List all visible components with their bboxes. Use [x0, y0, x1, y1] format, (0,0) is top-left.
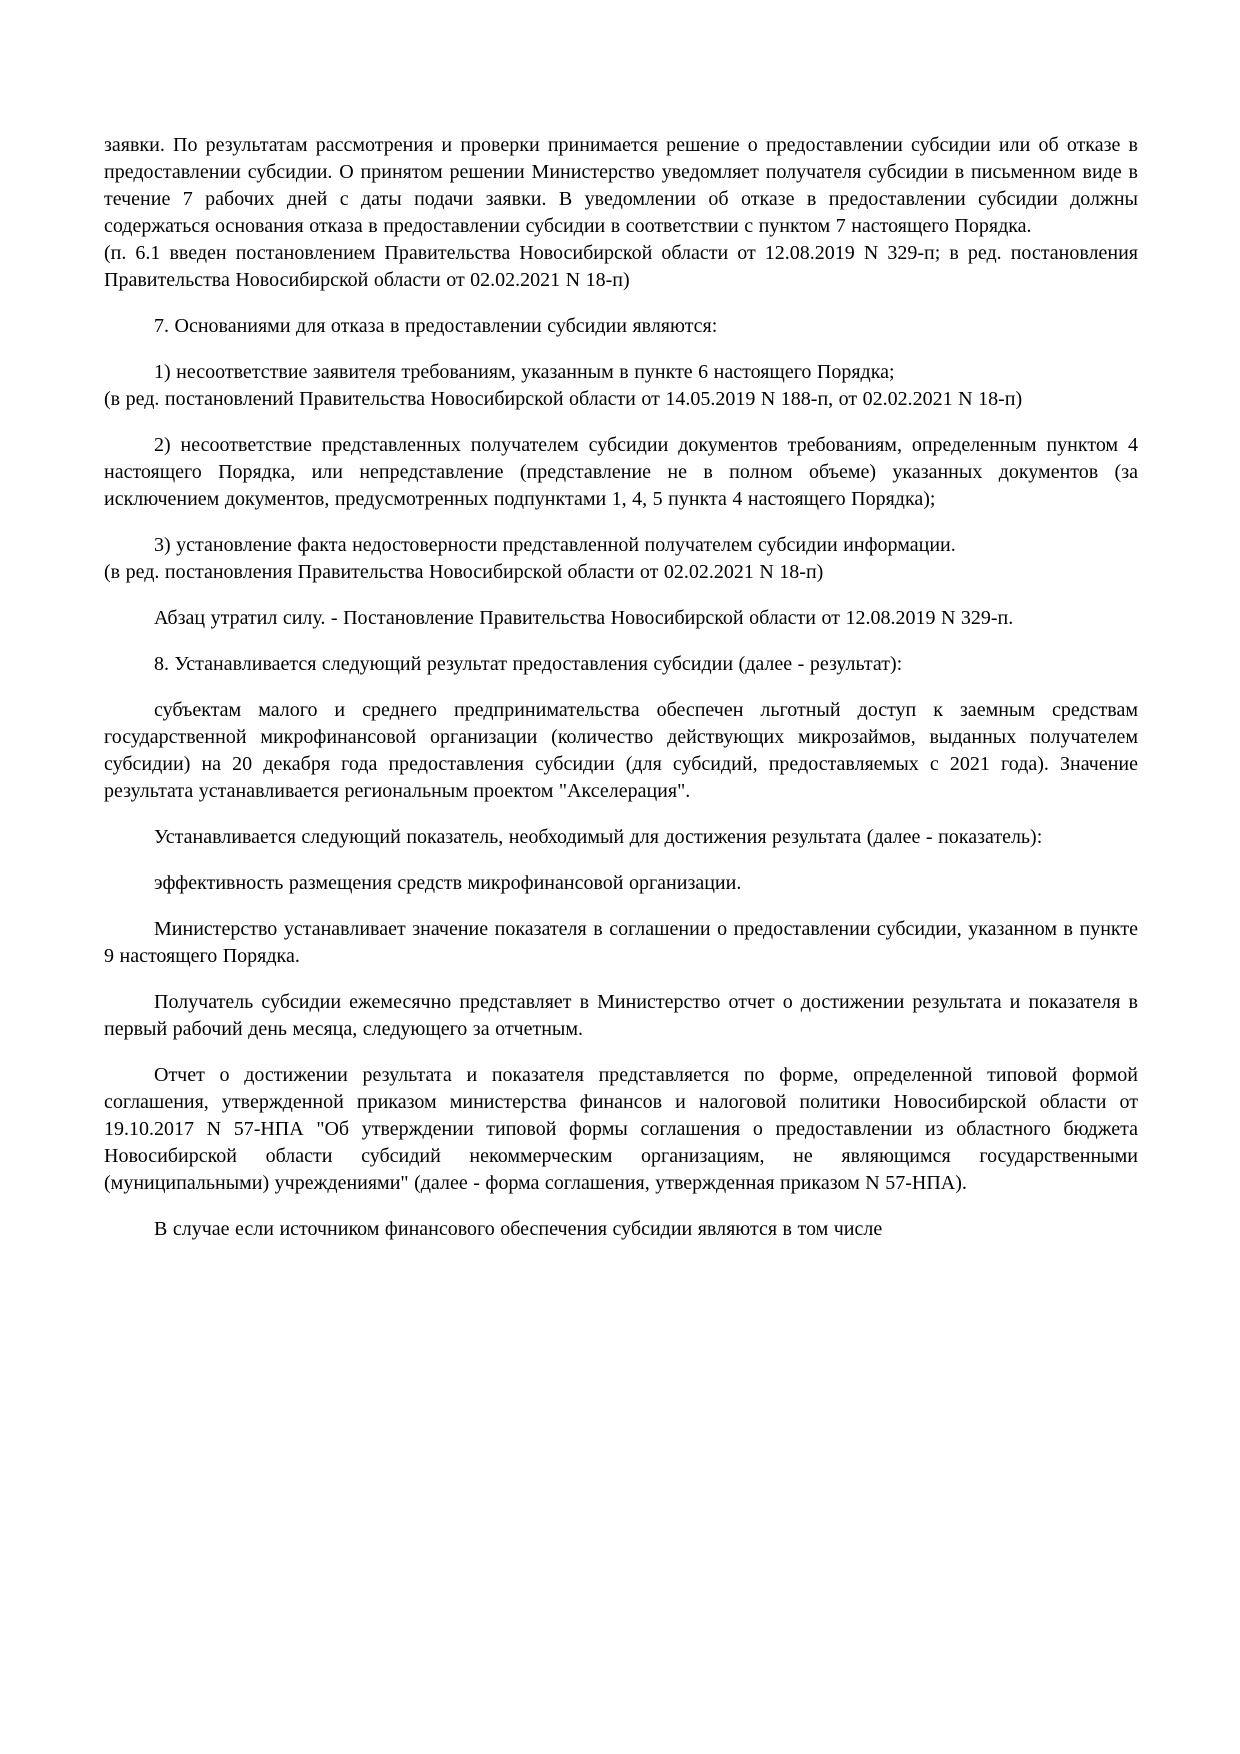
paragraph-funding-source: В случае если источником финансового обеспечения субсидии являются в том числе [154, 1218, 883, 1240]
amendment-note-item-1: (в ред. постановлений Правительства Новосибирской области от 14.05.2019 N 188-п, от 02.02.2021 N 18-п) [104, 388, 1023, 410]
paragraph-result-description: субъектам малого и среднего предпринимательства обеспечен льготный доступ к заемным средствам государственной микрофинансовой организации (количество действующих микрозаймов, выданных получателем субсидии) на 20 декабря года предоставления субсидии (для субсидий, предоставляемых с 2021 года). Значение результата устанавливается региональным проектом "Акселерация". [104, 699, 1138, 802]
paragraph-monthly-report: Получатель субсидии ежемесячно представляет в Министерство отчет о достижении результата и показателя в первый рабочий день месяца, следующего за отчетным. [104, 991, 1138, 1040]
paragraph-ministry-sets-value: Министерство устанавливает значение показателя в соглашении о предоставлении субсидии, указанном в пункте 9 настоящего Порядка. [104, 918, 1138, 967]
clause-7-item-3: 3) установление факта недостоверности представленной получателем субсидии информации. [154, 534, 956, 556]
paragraph-indicator-intro: Устанавливается следующий показатель, необходимый для достижения результата (далее - показатель): [154, 826, 1043, 848]
clause-8-heading: 8. Устанавливается следующий результат предоставления субсидии (далее - результат): [154, 653, 903, 675]
paragraph-abzats-lost-force: Абзац утратил силу. - Постановление Правительства Новосибирской области от 12.08.2019 N 329-п. [154, 607, 1014, 629]
paragraph-report-form: Отчет о достижении результата и показателя представляется по форме, определенной типовой формой соглашения, утвержденной приказом министерства финансов и налоговой политики Новосибирской области от 19.10.2017 N 57-НПА "Об утверждении типовой формы соглашения о предоставлении из областного бюджета Новосибирской области субсидий некоммерческим организациям, не являющимся государственными (муниципальными) учреждениями" (далее - форма соглашения, утвержденная приказом N 57-НПА). [104, 1064, 1138, 1194]
amendment-note-item-3: (в ред. постановления Правительства Новосибирской области от 02.02.2021 N 18-п) [104, 561, 824, 583]
amendment-note-p6-1: (п. 6.1 введен постановлением Правительства Новосибирской области от 12.08.2019 N 329-п; в ред. постановления Правительства Новосибирской области от 02.02.2021 N 18-п) [104, 242, 1138, 291]
paragraph-indicator-value: эффективность размещения средств микрофинансовой организации. [154, 872, 742, 894]
paragraph-decision-notice: заявки. По результатам рассмотрения и проверки принимается решение о предоставлении субсидии или об отказе в предоставлении субсидии. О принятом решении Министерство уведомляет получателя субсидии в письменном виде в течение 7 рабочих дней с даты подачи заявки. В уведомлении об отказе в предоставлении субсидии должны содержаться основания отказа в предоставлении субсидии в соответствии с пунктом 7 настоящего Порядка. [104, 134, 1138, 237]
clause-7-item-1: 1) несоответствие заявителя требованиям, указанным в пункте 6 настоящего Порядка; [154, 361, 895, 383]
clause-7-item-2: 2) несоответствие представленных получателем субсидии документов требованиям, определенным пунктом 4 настоящего Порядка, или непредставление (представление не в полном объеме) указанных документов (за исключением документов, предусмотренных подпунктами 1, 4, 5 пункта 4 настоящего Порядка); [104, 434, 1138, 510]
clause-7-heading: 7. Основаниями для отказа в предоставлении субсидии являются: [154, 315, 718, 337]
document-body [104, 132, 1138, 1243]
